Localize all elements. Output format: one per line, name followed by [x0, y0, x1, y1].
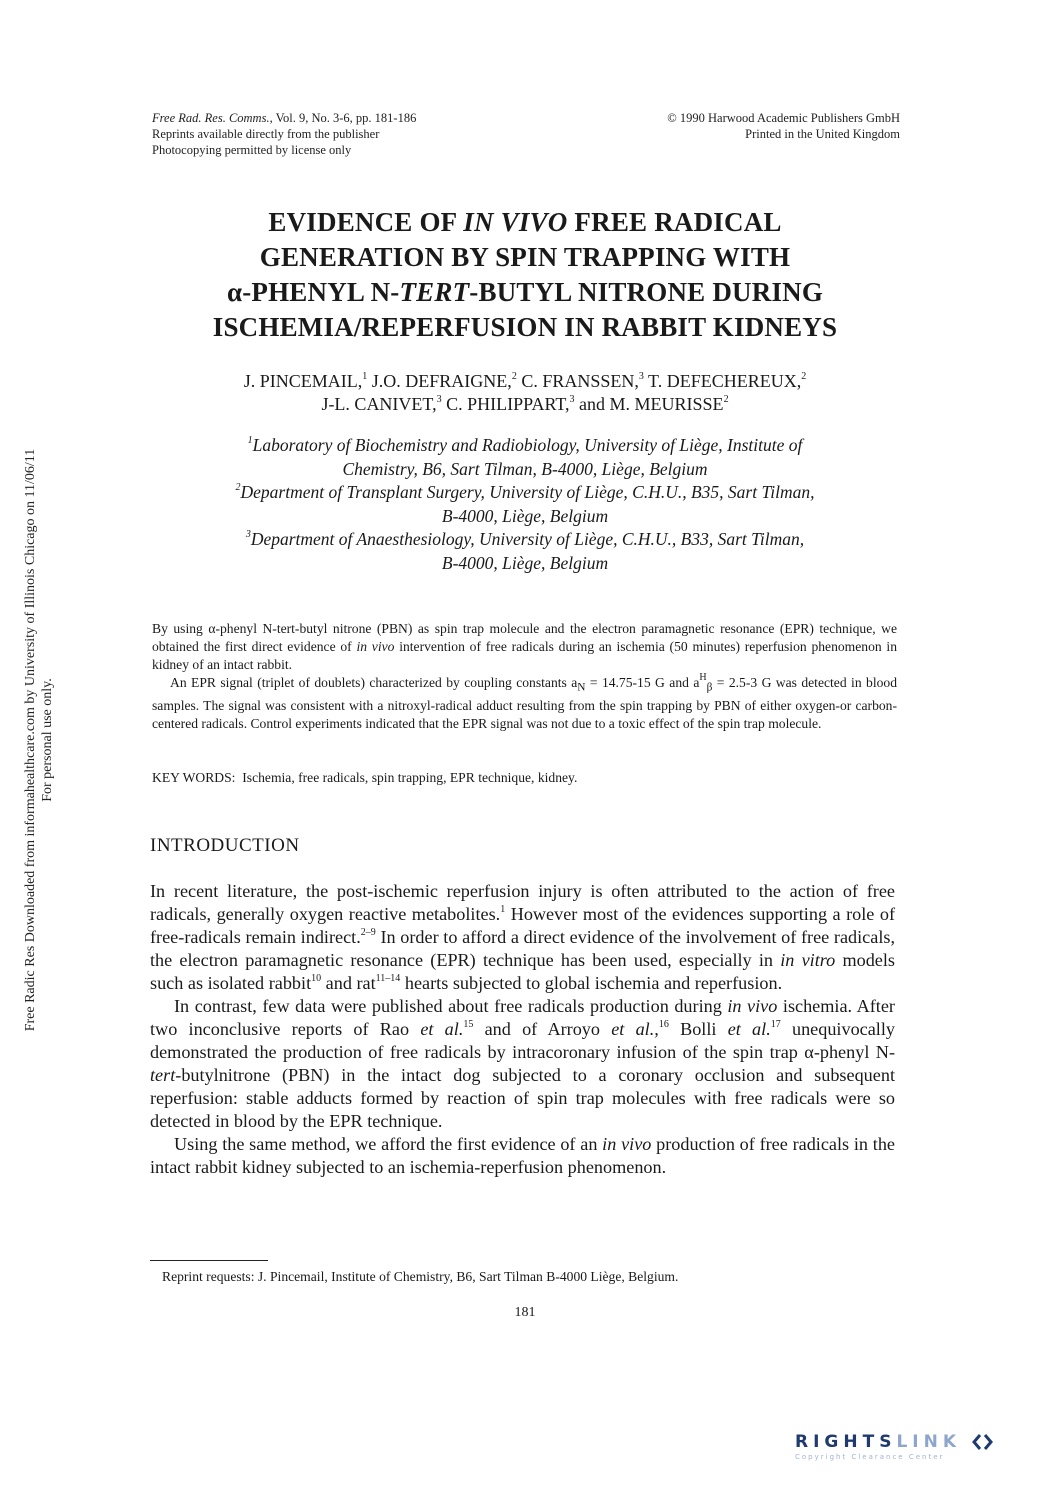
page-number: 181 [514, 1305, 536, 1320]
journal-citation: Free Rad. Res. Comms., Vol. 9, No. 3-6, pp. 181-186 [152, 111, 417, 125]
photocopy-note: Photocopying permitted by license only [152, 143, 352, 157]
affiliation-1-line-1: $^1$Laboratory of Biochemistry and Radiobiology, University of Liège, Institute of [247, 435, 803, 455]
affiliation-3-line-2: B-4000, Liège, Belgium [441, 552, 609, 573]
download-margin-note [22, 260, 58, 1220]
rightslink-arrows-icon [972, 1433, 994, 1451]
section-heading-introduction: INTRODUCTION [150, 835, 300, 856]
margin-note-line-2: For personal use only. [40, 678, 55, 802]
affiliation-3-line-1: $^3$Department of Anaesthesiology, University of Liège, C.H.U., B33, Sart Tilman, [245, 529, 805, 549]
abstract-paragraph-1: By using α-phenyl N-tert-butyl nitrone (PBN) as spin trap molecule and the electron paramagnetic resonance (EPR) technique, we obtained the first direct evidence of in vivo intervention of free radicals during an ischemia (50 minutes) reperfusion phenomenon in kidney of an intact rabbit. [152, 621, 897, 672]
intro-paragraph-1: In recent literature, the post-ischemic reperfusion injury is often attributed to the action of free radicals, generally oxygen reactive metabolites.$^1$ However most of the evidences supporting a role of free-radicals remain indirect.$^{2-9}$ In order to afford a direct evidence of the involvement of free radicals, the electron paramagnetic resonance (EPR) technique has been used, especially in in vitro models such as isolated rabbit$^{10}$ and rat$^{11-14}$ hearts subjected to global ischemia and reperfusion. [150, 881, 895, 993]
title-line-4: ISCHEMIA/REPERFUSION IN RABBIT KIDNEYS [212, 312, 838, 342]
title-line-3: α-PHENYL N-TERT-BUTYL NITRONE DURING [226, 277, 824, 307]
rightslink-subtitle: Copyright Clearance Center [795, 1453, 945, 1461]
title-line-2: GENERATION BY SPIN TRAPPING WITH [259, 242, 791, 272]
reprints-note: Reprints available directly from the publisher [152, 127, 380, 141]
author-line-2: J-L. CANIVET,$^3$ C. PHILIPPART,$^3$ and M. MEURISSE$^2$ [321, 394, 729, 414]
author-list [130, 370, 920, 416]
abstract-paragraph-2: An EPR signal (triplet of doublets) characterized by coupling constants $a_N = 14.75-15$ G and $a^H_\beta = 2.5-3$ G was detected in blood samples. The signal was consistent with a nitroxyl-radical adduct resulting from the spin trapping by PBN of either oxygen-or carbon-centered radicals. Control experiments indicated that the EPR signal was not due to a toxic effect of the spin trap molecule. [152, 672, 897, 731]
paper-title [130, 205, 920, 345]
keywords-text: Ischemia, free radicals, spin trapping, EPR technique, kidney. [242, 770, 578, 785]
running-header-left [152, 110, 572, 158]
rightslink-wordmark: RIGHTSLINK [795, 1432, 1035, 1452]
keywords-label: KEY WORDS: [152, 770, 236, 785]
introduction-body [150, 880, 895, 1179]
margin-note-line-1: Free Radic Res Downloaded from informahealthcare.com by University of Illinois Chicago on 11/06/11 [23, 448, 38, 1032]
footnote: Reprint requests: J. Pincemail, Institute of Chemistry, B6, Sart Tilman B-4000 Liège, Belgium. [162, 1269, 679, 1284]
running-header-right [560, 110, 900, 142]
abstract [152, 620, 897, 733]
printed-in-line: Printed in the United Kingdom [745, 127, 900, 141]
copyright-line: © 1990 Harwood Academic Publishers GmbH [667, 111, 900, 125]
affiliation-1-line-2: Chemistry, B6, Sart Tilman, B-4000, Liège, Belgium [342, 458, 708, 479]
keywords [152, 769, 897, 787]
footnote-rule [150, 1260, 268, 1261]
intro-paragraph-3: Using the same method, we afford the first evidence of an in vivo production of free radicals in the intact rabbit kidney subjected to an ischemia-reperfusion phenomenon. [150, 1134, 895, 1177]
title-line-1: EVIDENCE OF IN VIVO FREE RADICAL [268, 207, 782, 237]
author-line-1: J. PINCEMAIL,$^1$ J.O. DEFRAIGNE,$^2$ C. FRANSSEN,$^3$ T. DEFECHEREUX,$^2$ [243, 371, 807, 391]
intro-paragraph-2: In contrast, few data were published about free radicals production during in vivo ischemia. After two inconclusive reports of Rao et al.$^{15}$ and of Arroyo et al.,$^{16}$ Bolli et al.$^{17}$ unequivocally demonstrated the production of free radicals by intracoronary infusion of the spin trap α-phenyl N-tert-butylnitrone (PBN) in the intact dog subjected to a coronary occlusion and subsequent reperfusion: stable adducts formed by reaction of spin trap molecules with free radicals were so detected in blood by the EPR technique. [150, 996, 896, 1131]
affiliation-2-line-1: $^2$Department of Transplant Surgery, University of Liège, C.H.U., B35, Sart Tilman, [235, 482, 815, 502]
rightslink-logo[interactable] [795, 1432, 1035, 1472]
affiliation-2-line-2: B-4000, Liège, Belgium [441, 505, 609, 526]
affiliations [130, 434, 920, 575]
